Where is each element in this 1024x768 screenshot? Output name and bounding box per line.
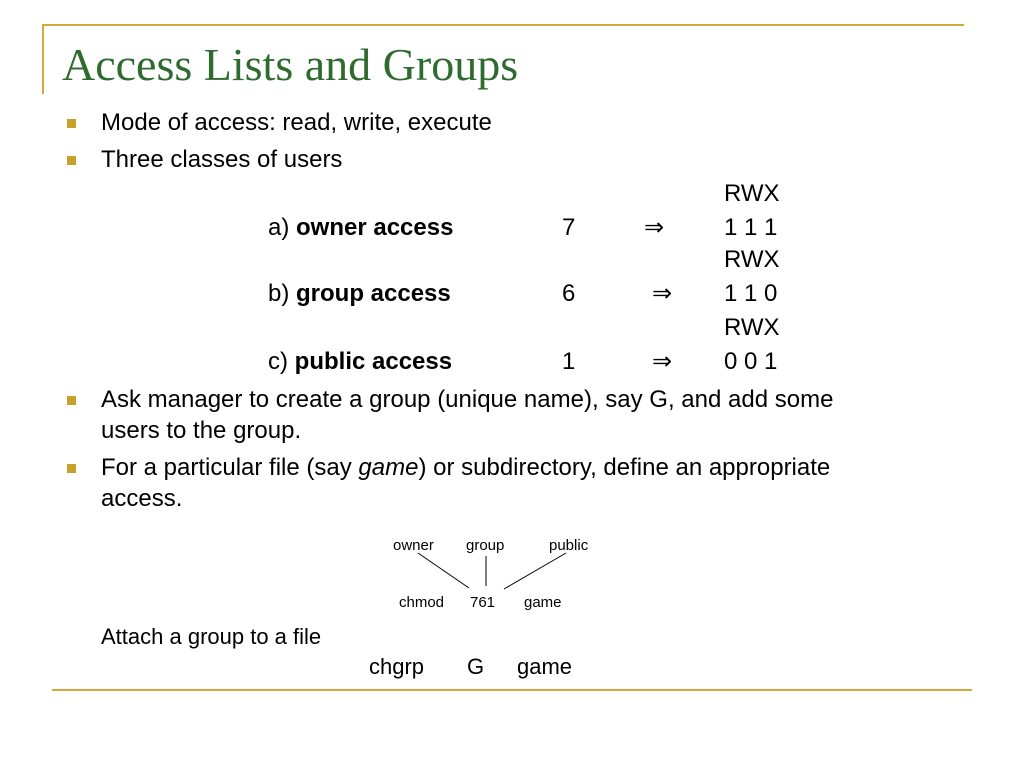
group-access-value: 6 <box>562 280 576 307</box>
public-access-bits: 0 0 1 <box>724 348 778 375</box>
implies-arrow-icon: ⇒ <box>644 214 665 241</box>
group-access-row: b) group access <box>268 280 451 307</box>
bullet-ask-manager-cont: users to the group. <box>101 417 302 444</box>
bullet-ask-manager: Ask manager to create a group (unique name), say G, and add some <box>101 386 834 413</box>
group-access-bits: 1 1 0 <box>724 280 778 307</box>
slide-title: Access Lists and Groups <box>62 39 519 90</box>
diagram-chmod-label: chmod <box>399 594 445 611</box>
owner-access-value: 7 <box>562 214 576 241</box>
implies-arrow-icon: ⇒ <box>652 348 673 375</box>
public-access-value: 1 <box>562 348 576 375</box>
implies-arrow-icon: ⇒ <box>652 280 673 307</box>
chgrp-file-arg: game <box>517 654 573 679</box>
rwx-header: RWX <box>724 180 780 207</box>
chgrp-group-arg: G <box>467 654 485 679</box>
diagram-owner-label: owner <box>393 537 434 554</box>
public-access-row: c) public access <box>268 348 453 375</box>
rwx-header: RWX <box>724 314 780 341</box>
bullet-three-classes: Three classes of users <box>101 146 343 173</box>
owner-access-bits: 1 1 1 <box>724 214 778 241</box>
diagram-group-label: group <box>466 537 505 554</box>
rwx-header: RWX <box>724 246 780 273</box>
diagram-761-label: 761 <box>470 594 496 611</box>
owner-access-row: a) owner access <box>268 214 454 241</box>
bullet-particular-file: For a particular file (say game) or subdirectory, define an appropriate <box>101 454 831 481</box>
bullet-mode-of-access: Mode of access: read, write, execute <box>101 109 492 136</box>
diagram-public-label: public <box>549 537 589 554</box>
diagram-game-label: game <box>524 594 562 611</box>
bullet-particular-file-cont: access. <box>101 485 183 512</box>
attach-group-label: Attach a group to a file <box>101 624 322 649</box>
chgrp-command: chgrp <box>369 654 425 679</box>
